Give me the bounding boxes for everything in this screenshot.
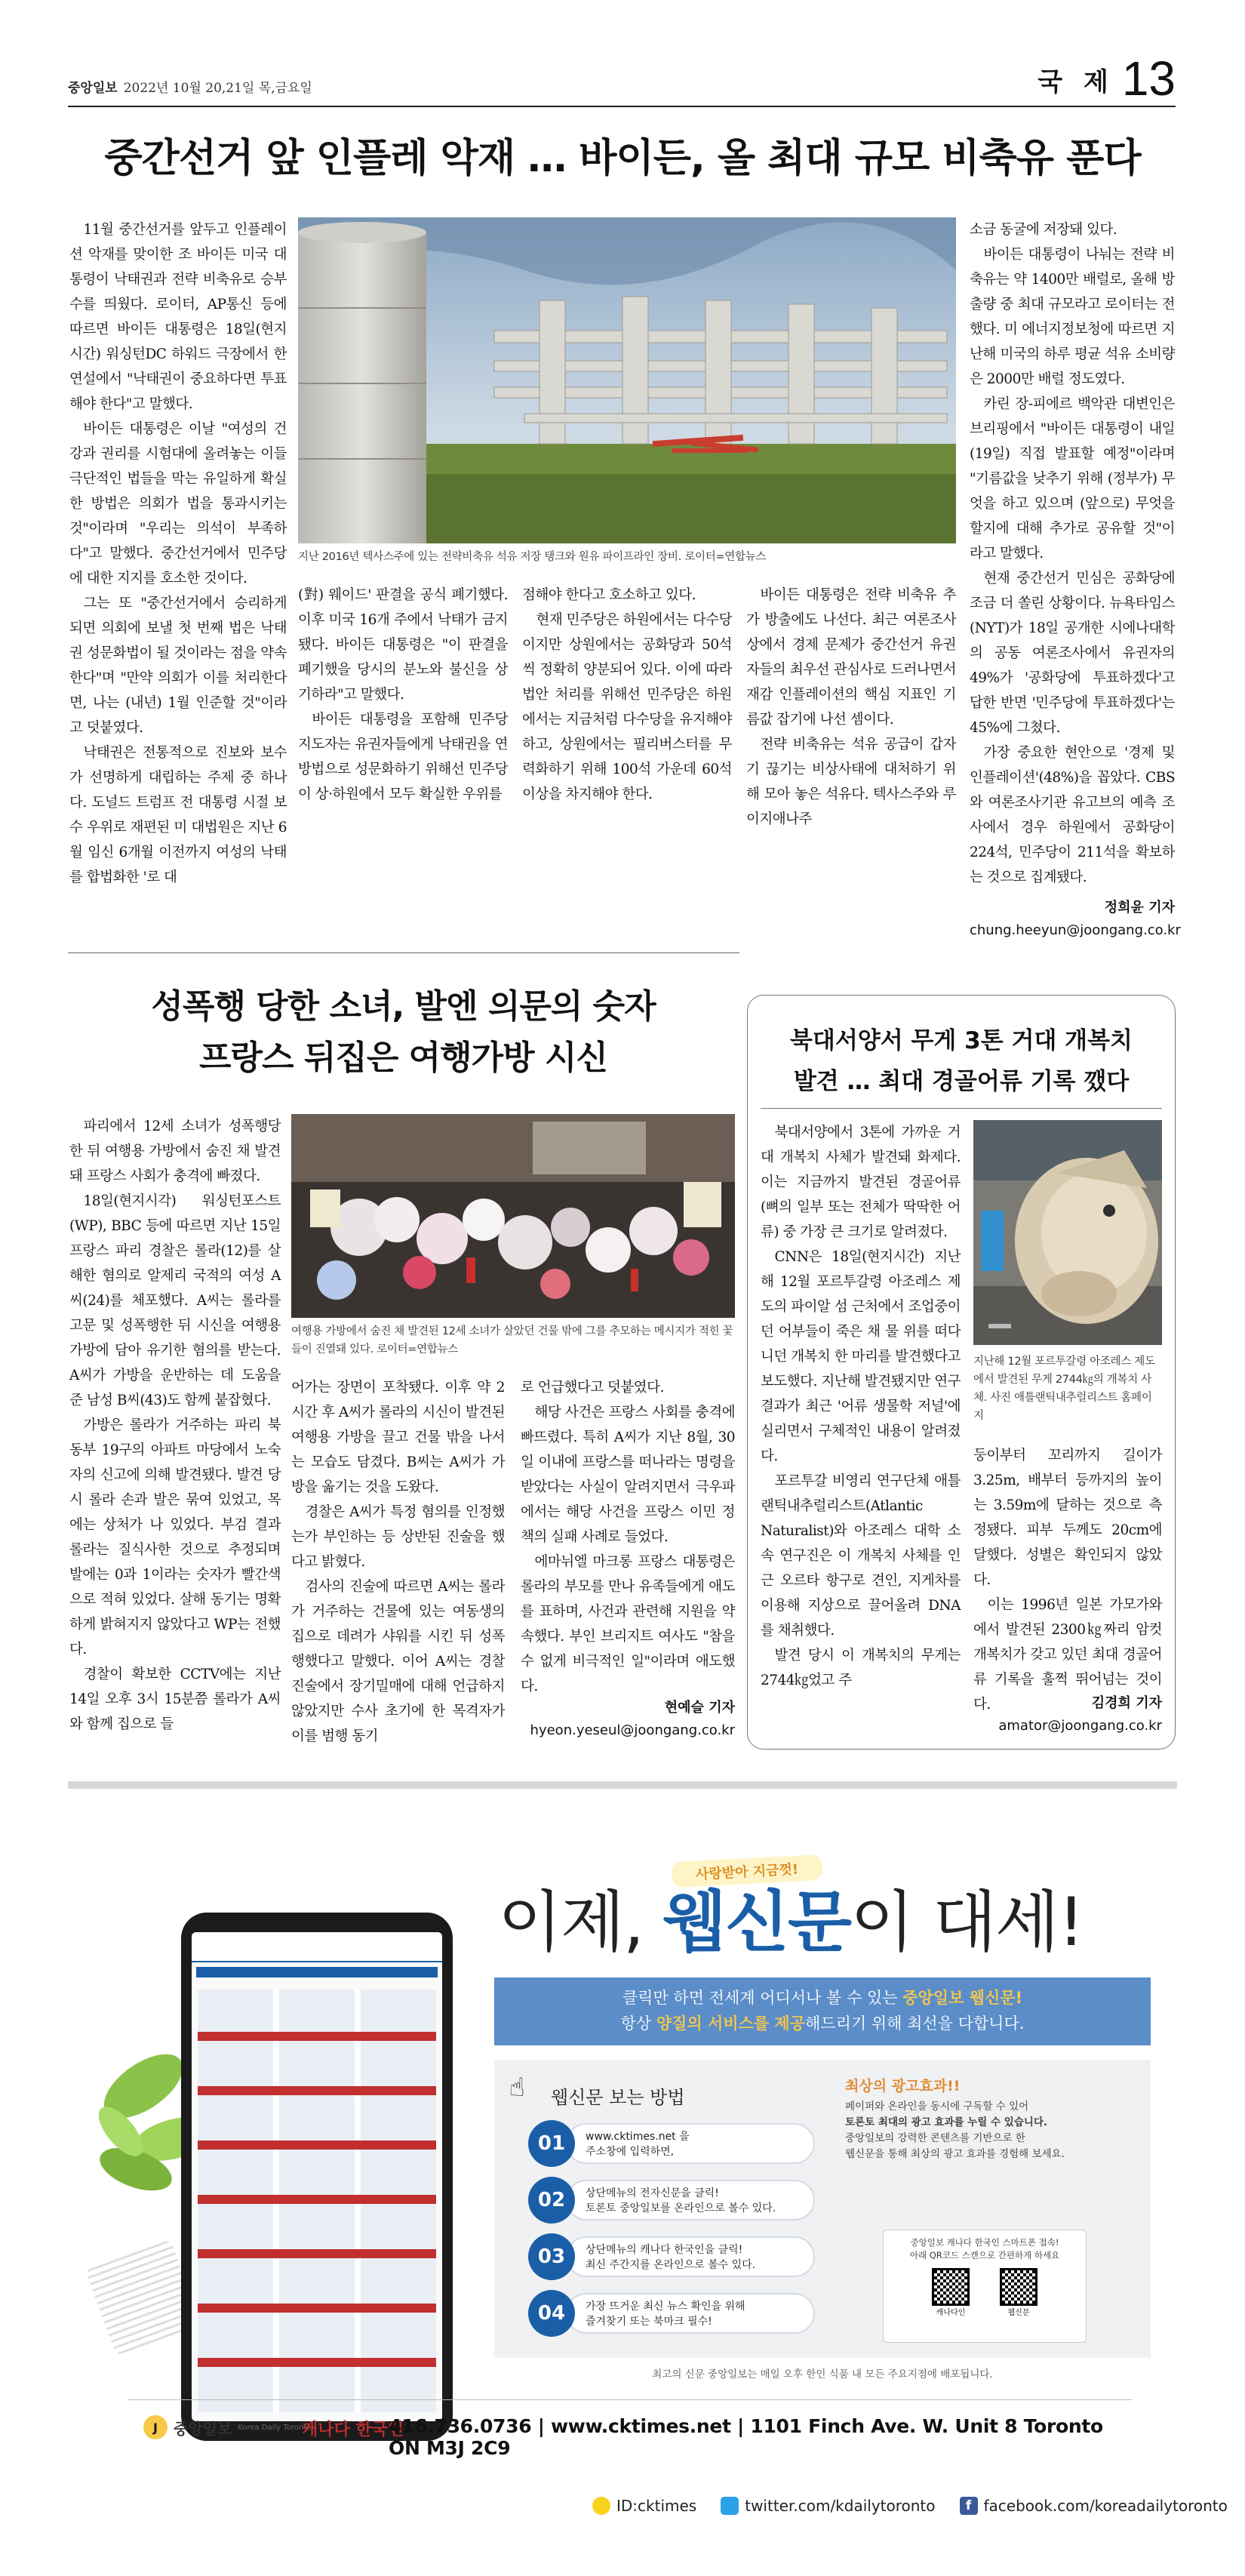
effect-line: 중앙일보의 강력한 콘텐츠를 기반으로 한 (845, 2132, 1025, 2144)
paragraph: 이는 1996년 일본 가모가와에서 발견된 2300㎏짜리 암컷 개복치가 갖고 있던 최대 경골어류 기록을 훌쩍 뛰어넘는 것이다. (973, 1597, 1162, 1713)
reporter-name: 김경희 기자 (1091, 1695, 1162, 1711)
banner-text: 해드리기 위해 최선을 다합니다. (805, 2014, 1025, 2033)
article3-photo-caption: 지난해 12월 포르투갈령 아조레스 제도에서 발견된 무게 2744㎏의 개복치 사체. 사진 애틀랜틱내추럴리스트 홈페이지 (973, 1356, 1155, 1422)
qr-text: 중앙일보 캐나다 한국인 스마트폰 접속! 아래 QR코드 스캔으로 간편하게 하세요 (909, 2237, 1060, 2261)
paragraph: 바이든 대통령이 나눠는 전략 비축유는 약 1400만 배럴로, 올해 방출량 중 최대 규모라고 로이터는 전했다. 미 에너지정보청에 따르면 지난해 미국의 하루 평균 석유 소비량은 2000만 배럴 정도였다. (970, 247, 1175, 387)
article1-col5 (970, 217, 1175, 890)
paragraph: 발견 당시 이 개복치의 무게는 2744㎏었고 주 (761, 1648, 961, 1688)
paragraph: 해당 사건은 프랑스 사회를 충격에 빠뜨렸다. 특히 A씨가 지난 8월, 30일 이내에 프랑스를 떠나라는 명령을 받았다는 사실이 알려지면서 극우파에서는 해당 사건을 프랑스 이민 정책의 실패 사례로 들었다. (521, 1405, 735, 1545)
paragraph: 점해야 한다고 호소하고 있다. (522, 587, 696, 603)
twitter-icon (721, 2497, 739, 2515)
paragraph: 카린 장-피에르 백악관 대변인은 브리핑에서 "바이든 대통령이 내일(19일) 직접 발표할 예정"이라며 "기름값을 낮추기 위해 (정부가) 무엇을 하고 있으며 (앞으로) 무엇을 할지에 대해 추가로 공유할 것"이라고 말했다. (970, 396, 1175, 562)
paragraph: 바이든 대통령은 전략 비축유 추가 방출에도 나선다. 최근 여론조사 상에서 경제 문제가 중간선거 유권자들의 최우선 관심사로 드러나면서 재감 인플레이션의 핵심 지표인 기름값 잡기에 나선 셈이다. (746, 587, 956, 728)
social-row (592, 2497, 1228, 2515)
article2-col2 (291, 1375, 505, 1749)
joongang-logo (143, 2415, 311, 2439)
ad-title-highlight: 웹신문 (662, 1883, 850, 1961)
ad-title-part: 이제, (498, 1883, 662, 1961)
paragraph: 둥이부터 꼬리까지 길이가 3.25m, 배부터 등까지의 높이는 3.59m에 달하는 것으로 측정됐다. 피부 두께도 20cm에 달했다. 성별은 확인되지 않았다. (973, 1448, 1162, 1588)
section-name: 국 제 (1038, 67, 1114, 97)
howto-step-03 (528, 2233, 815, 2280)
paragraph: 현재 중간선거 민심은 공화당에 조금 더 쏠린 상황이다. 뉴욕타임스(NYT)가 18일 공개한 시에나대학의 공동 여론조사에서 유권자의 49%가 '공화당에 투표하겠다'고 답한 반면 '민주당에 투표하겠다'는 45%에 그쳤다. (970, 571, 1175, 736)
article3-byline (973, 1692, 1162, 1737)
banner-text: 항상 (620, 2014, 656, 2033)
step-number: 01 (528, 2120, 575, 2167)
article1-headline: 중간선거 앞 인플레 악재 … 바이든, 올 최대 규모 비축유 푼다 (104, 136, 1141, 181)
ad-title-part: 이 대세! (850, 1883, 1084, 1961)
qr-box (883, 2230, 1087, 2343)
headline-line: 발견 … 최대 경골어류 기록 깼다 (793, 1068, 1130, 1095)
paragraph: 로 언급했다고 덧붙였다. (521, 1380, 664, 1396)
banner-highlight: 양질의 서비스를 제공 (656, 2014, 806, 2033)
kakao-link[interactable] (592, 2497, 696, 2515)
page-header-left (68, 77, 312, 96)
article3-photo-sunfish (973, 1120, 1162, 1345)
header-rule (68, 106, 1176, 107)
step-line: 가장 뜨거운 최신 뉴스 확인을 위해 (586, 2301, 745, 2313)
facebook-icon: f (960, 2497, 978, 2515)
twitter-link[interactable] (721, 2497, 935, 2515)
article2-photo-memorial-flowers (291, 1114, 735, 1318)
page-header-right (1038, 51, 1176, 106)
headline-line: 성폭행 당한 소녀, 발엔 의문의 숫자 (151, 987, 656, 1026)
kakao-id: ID:cktimes (616, 2497, 697, 2515)
step-line: 최신 주간지를 온라인으로 볼수 있다. (586, 2259, 756, 2271)
howto-step-02 (528, 2177, 815, 2224)
paragraph: 포르투갈 비영리 연구단체 애틀랜틱내추럴리스트(Atlantic Naturalist)와 아조레스 대학 소속 연구진은 이 개복치 사체를 인근 오르타 항구로 견인, 지게차를 이용해 지상으로 끌어올려 DNA를 채취했다. (761, 1473, 961, 1639)
headline-line: 프랑스 뒤집은 여행가방 시신 (198, 1039, 607, 1077)
article2-photo-caption: 여행용 가방에서 숨진 채 발견된 12세 소녀가 살았던 건물 밖에 그를 추모하는 메시지가 적힌 꽃들이 진열돼 있다. 로이터=연합뉴스 (291, 1325, 733, 1356)
paragraph: 그는 또 "중간선거에서 승리하게 되면 의회에 보낼 첫 번째 법은 낙태권 성문화법이 될 것이라는 점을 약속한다"며 "만약 의회가 이를 처리한다면, 나는 (내년) 1월 인준할 것"이라고 덧붙였다. (69, 596, 287, 736)
paragraph: 11월 중간선거를 앞두고 인플레이션 악재를 맞이한 조 바이든 미국 대통령이 낙태권과 전략 비축유로 승부수를 띄웠다. 로이터, AP통신 등에 따르면 바이든 대통령은 18일(현지시간) 워싱턴DC 하워드 극장에서 한 연설에서 "낙태권이 중요하다면 투표해야 한다"고 말했다. (69, 222, 287, 412)
twitter-handle: twitter.com/kdailytoronto (745, 2497, 936, 2515)
article1-photo-caption: 지난 2016년 텍사스주에 있는 전략비축유 석유 저장 탱크와 원유 파이프라인 장비. 로이터=연합뉴스 (298, 551, 767, 563)
paragraph: 바이든 대통령은 이날 "여성의 건강과 권리를 시험대에 올려놓는 이들 극단적인 법들을 막는 유일하게 확실한 방법은 의회가 법을 통과시키는 것"이라며 "우리는 의석이 부족하다"고 말했다. 중간선거에서 민주당에 대한 지지를 호소한 것이다. (69, 421, 287, 586)
paragraph: (對) 웨이드' 판결을 공식 폐기했다. 이후 미국 16개 주에서 낙태가 금지됐다. 바이든 대통령은 "이 판결을 폐기했을 당시의 분노와 불신을 상기하라"고 말했다. (298, 587, 508, 703)
web-newspaper-ad (75, 1799, 1164, 2475)
ad-banner (494, 1977, 1151, 2045)
reporter-email: hyeon.yeseul@joongang.co.kr (530, 1722, 735, 1738)
banner-text: 클릭만 하면 전세계 어디서나 볼 수 있는 (622, 1989, 903, 2007)
paragraph: CNN은 18일(현지시간) 지난해 12월 포르투갈령 아조레스 제도의 파이알 섬 근처에서 조업중이던 어부들이 죽은 채 물 위를 떠다니던 개복치 한 마리를 발견했다고 보도했다. 지난해 발견됐지만 연구 결과가 최근 '어류 생물학 저널'에 실리면서 구체적인 내용이 알려졌다. (761, 1249, 961, 1464)
ad-footnote: 최고의 신문 중앙일보는 매일 오후 한인 식품 내 모든 주요지점에 배포됩니다. (652, 2368, 993, 2381)
paragraph: 18일(현지시각) 워싱턴포스트(WP), BBC 등에 따르면 지난 15일 프랑스 파리 경찰은 롤라(12)를 살해한 혐의로 알제리 국적의 여성 A씨(24)를 체포했다. A씨는 롤라를 고문 및 성폭행한 뒤 시신을 여행용 가방에 담아 유기한 혐의를 받는다. A씨가 가방을 운반하는 데 도움을 준 남성 B씨(43)도 함께 붙잡혔다. (69, 1193, 281, 1408)
article1-col3 (522, 583, 732, 807)
effect-line: 페이퍼와 온라인을 동시에 구독할 수 있어 (845, 2101, 1029, 2113)
paragraph: 가방은 롤라가 거주하는 파리 북동부 19구의 아파트 마당에서 노숙자의 신고에 의해 발견됐다. 발견 당시 롤라 손과 발은 묶여 있었고, 목에는 상처가 나 있었다. 부검 결과 롤라는 질식사한 것으로 추정되며 발에는 0과 1이라는 숫자가 빨간색으로 적혀 있었다. 살해 동기는 명확하게 밝혀지지 않았다고 WP는 전했다. (69, 1417, 281, 1657)
step-line: 주소창에 입력하면, (586, 2146, 675, 2158)
facebook-page: facebook.com/koreadailytoronto (983, 2497, 1228, 2515)
article2-col1 (69, 1114, 281, 1737)
ad-effect-box (845, 2079, 1132, 2162)
paragraph: 경찰은 A씨가 특정 혐의를 인정했는가 부인하는 등 상반된 진술을 했다고 밝혔다. (291, 1504, 505, 1570)
paragraph: 에마뉘엘 마크롱 프랑스 대통령은 롤라의 부모를 만나 유족들에게 애도를 표하며, 사건과 관련해 지원을 약속했다. 부인 브리지트 여사도 "참을 수 없게 비극적인 일"이라며 애도했다. (521, 1554, 735, 1694)
article2-col3 (521, 1375, 735, 1699)
ad-title (498, 1881, 1162, 1964)
paragraph: 전략 비축유는 석유 공급이 갑자기 끊기는 비상사태에 대처하기 위해 모아 놓은 석유다. 텍사스주와 루이지애나주 (746, 737, 956, 827)
step-number: 02 (528, 2177, 575, 2224)
paragraph: 현재 민주당은 하원에서는 다수당이지만 상원에서는 공화당과 50석씩 정확히 양분되어 있다. 이에 따라 법안 처리를 위해선 민주당은 하원에서는 지금처럼 다수당을 유지해야 하고, 상원에서는 필리버스터를 무력화하기 위해 100석 가운데 60석 이상을 차지해야 한다. (522, 612, 732, 802)
step-number: 04 (528, 2290, 575, 2337)
ad-top-bar (68, 1781, 1177, 1789)
step-number: 03 (528, 2233, 575, 2280)
step-line: 상단메뉴의 전자신문을 클릭! (586, 2187, 719, 2199)
paragraph: 파리에서 12세 소녀가 성폭행당한 뒤 여행용 가방에서 숨진 채 발견돼 프랑스 사회가 충격에 빠졌다. (69, 1119, 281, 1184)
logo-text: 중앙일보 (174, 2419, 232, 2438)
step-line: 상단메뉴의 캐나다 한국인을 클릭! (586, 2244, 743, 2256)
article1-byline (970, 897, 1181, 942)
ad-divider (128, 2399, 1132, 2400)
howto-step-01 (528, 2120, 815, 2167)
step-text (566, 2293, 815, 2334)
step-line: www.cktimes.net 을 (586, 2131, 690, 2143)
phone-mockup (181, 1913, 453, 2441)
paragraph: 바이든 대통령을 포함해 민주당 지도자는 유권자들에게 낙태권을 연방법으로 성문화하기 위해선 민주당이 상·하원에서 모두 확실한 우위를 (298, 712, 508, 802)
effect-line: 웹신문을 통해 최상의 광고 효과를 경험해 보세요. (845, 2148, 1065, 2160)
kakao-icon (592, 2497, 610, 2515)
article3-col1 (761, 1120, 961, 1693)
article1-col2 (298, 583, 508, 807)
article3-headline (755, 1020, 1168, 1102)
logo-mark-icon: J (143, 2415, 168, 2439)
step-text (566, 2236, 815, 2277)
article3-rule (761, 1108, 1162, 1109)
article2-byline (521, 1697, 735, 1742)
paragraph: 경찰이 확보한 CCTV에는 지난 14일 오후 3시 15분쯤 롤라가 A씨와 함께 집으로 들 (69, 1667, 281, 1732)
article2-headline (69, 981, 737, 1084)
ad-contact: 416.736.0736 | www.cktimes.net | 1101 Finch Ave. W. Unit 8 Toronto ON M3J 2C9 (389, 2415, 1103, 2459)
effect-title: 최상의 광고효과!! (845, 2078, 961, 2094)
paragraph: 가장 중요한 현안으로 '경제 및 인플레이션'(48%)을 꼽았다. CBS와 여론조사기관 유고브의 예측 조사에서 경우 하원에서 공화당이 224석, 민주당이 211석을 확보하는 것으로 집계됐다. (970, 745, 1175, 885)
paragraph: 소금 동굴에 저장돼 있다. (970, 222, 1117, 238)
ad-tag: 사랑받아 지금껏! (671, 1854, 823, 1888)
paragraph: 어가는 장면이 포착됐다. 이후 약 2시간 후 A씨가 롤라의 시신이 발견된 여행용 가방을 끌고 건물 밖을 나서는 모습도 담겼다. B씨는 A씨가 가방을 옮기는 것을 도왔다. (291, 1380, 505, 1495)
qr-code-icon[interactable] (1000, 2268, 1038, 2306)
paragraph: 북대서양에서 3톤에 가까운 거대 개복치 사체가 발견돼 화제다. 이는 지금까지 발견된 경골어류(뼈의 일부 또는 전체가 딱딱한 어류) 중 가장 큰 크기로 알려졌다. (761, 1125, 961, 1240)
article3-col2 (973, 1443, 1162, 1717)
facebook-link[interactable] (960, 2497, 1228, 2515)
effect-line: 토론토 최대의 광고 효과를 누릴 수 있습니다. (845, 2116, 1048, 2128)
howto-step-04 (528, 2290, 815, 2337)
paragraph: 낙태권은 전통적으로 진보와 보수가 선명하게 대립하는 주제 중 하나다. 도널드 트럼프 전 대통령 시절 보수 우위로 재편된 미 대법원은 지난 6월 임신 6개월 이전까지 여성의 낙태를 합법화한 '로 대 (69, 745, 287, 885)
article1-col1 (69, 217, 287, 890)
step-text (566, 2123, 815, 2164)
step-text (566, 2180, 815, 2221)
phone-screen (192, 1932, 442, 2421)
howto-title: 웹신문 보는 방법 (551, 2087, 685, 2108)
step-line: 즐겨찾기 또는 북마크 필수! (586, 2316, 712, 2328)
paragraph: 검사의 진술에 따르면 A씨는 롤라가 거주하는 건물에 있는 여동생의 집으로 데려가 샤워를 시킨 뒤 성폭행했다고 말했다. 이어 A씨는 경찰 진술에서 장기밀매에 대해 언급하지 않았지만 수사 초기에 한 목격자가 이를 범행 동기 (291, 1579, 505, 1744)
headline-line: 북대서양서 무게 3톤 거대 개복치 (789, 1027, 1133, 1054)
reporter-name: 정희윤 기자 (1104, 900, 1175, 916)
qr-label: 캐나다인 (936, 2309, 966, 2317)
logo-subtext: Korea Daily Toronto (238, 2423, 312, 2432)
korean-canadian-logo: 캐나다 한국인 (302, 2421, 404, 2439)
hand-pointer-icon: ☝ (509, 2073, 525, 2103)
banner-highlight: 중앙일보 웹신문! (902, 1989, 1023, 2007)
paper-name: 중앙일보 (68, 81, 118, 96)
reporter-name: 현예슬 기자 (664, 1700, 735, 1716)
qr-code-icon[interactable] (932, 2268, 970, 2306)
reporter-email: chung.heeyun@joongang.co.kr (970, 922, 1181, 938)
issue-date: 2022년 10월 20,21일 목,금요일 (123, 81, 312, 96)
page-number: 13 (1121, 51, 1176, 106)
reporter-email: amator@joongang.co.kr (998, 1718, 1162, 1734)
qr-label: 웹신문 (1007, 2309, 1030, 2317)
article1-col4 (746, 583, 956, 832)
article1-photo-oil-tanks (298, 217, 956, 543)
step-line: 토론토 중앙일보를 온라인으로 볼수 있다. (586, 2202, 776, 2214)
